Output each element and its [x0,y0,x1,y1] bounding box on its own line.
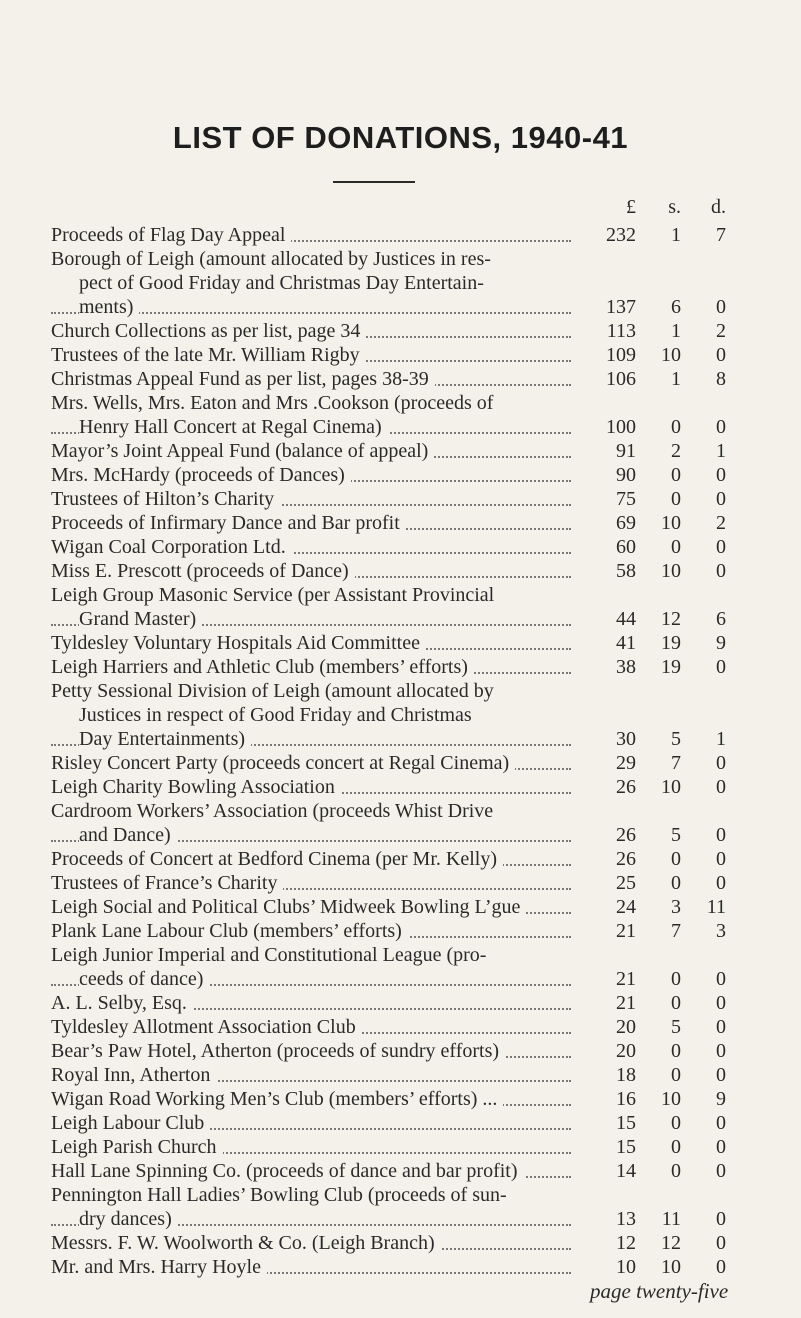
amount-shillings: 1 [671,320,681,342]
donation-entry [51,679,771,751]
amount-shillings: 11 [661,1208,681,1230]
donor-description: Trustees of Hilton’s Charity [51,487,571,511]
amount-pence: 0 [716,560,726,582]
donor-description: Pennington Hall Ladies’ Bowling Club (proceeds of sun- [51,1183,571,1207]
page-title: LIST OF DONATIONS, 1940-41 [172,120,629,155]
amount-shillings: 5 [671,728,681,750]
amount-pence: 2 [716,512,726,534]
donation-entry [51,655,771,679]
donor-description: A. L. Selby, Esq. [51,991,571,1015]
amount-shillings: 0 [671,464,681,486]
donor-description-continued: dry dances) [51,1207,571,1231]
pence-column-header: d. [711,196,726,218]
donation-entry [51,991,771,1015]
donation-entry [51,1183,771,1231]
amount-shillings: 0 [671,488,681,510]
amount-pounds: 25 [616,872,636,894]
amount-pence: 1 [716,440,726,462]
donor-description: Mrs. Wells, Mrs. Eaton and Mrs .Cookson (proceeds of [51,391,571,415]
amount-pounds: 15 [616,1112,636,1134]
amount-pounds: 10 [616,1256,636,1278]
amount-shillings: 0 [671,416,681,438]
donor-description: Plank Lane Labour Club (members’ efforts) [51,919,571,943]
donation-entry [51,463,771,487]
amount-shillings: 0 [671,848,681,870]
amount-pounds: 100 [606,416,636,438]
donor-description: Proceeds of Concert at Bedford Cinema (per Mr. Kelly) [51,847,571,871]
donor-description: Leigh Charity Bowling Association [51,775,571,799]
amount-pence: 9 [716,1088,726,1110]
donation-entry [51,751,771,775]
amount-pence: 6 [716,608,726,630]
amount-pounds: 26 [616,848,636,870]
donor-description: Leigh Harriers and Athletic Club (members’ efforts) [51,655,571,679]
amount-pence: 0 [716,848,726,870]
donation-entry [51,1015,771,1039]
donation-entry [51,1135,771,1159]
donor-description: Trustees of the late Mr. William Rigby [51,343,571,367]
amount-pence: 1 [716,728,726,750]
amount-shillings: 7 [671,752,681,774]
amount-shillings: 10 [661,1256,681,1278]
amount-pence: 0 [716,1208,726,1230]
amount-pence: 0 [716,1040,726,1062]
amount-shillings: 2 [671,440,681,462]
donor-description: Leigh Social and Political Clubs’ Midweek Bowling L’gue [51,895,571,919]
amount-pounds: 69 [616,512,636,534]
amount-pounds: 58 [616,560,636,582]
amount-pounds: 113 [606,320,636,342]
amount-shillings: 0 [671,1136,681,1158]
amount-pence: 0 [716,1232,726,1254]
donor-description: Proceeds of Flag Day Appeal [51,223,571,247]
donor-description: Christmas Appeal Fund as per list, pages 38-39 [51,367,571,391]
title-underline [333,181,415,183]
amount-shillings: 12 [661,1232,681,1254]
amount-pence: 0 [716,344,726,366]
amount-shillings: 6 [671,296,681,318]
donation-entry [51,871,771,895]
amount-pence: 9 [716,632,726,654]
amount-pounds: 106 [606,368,636,390]
donor-description: Cardroom Workers’ Association (proceeds Whist Drive [51,799,571,823]
amount-pence: 0 [716,1112,726,1134]
amount-pence: 0 [716,1160,726,1182]
shillings-column-header: s. [668,196,681,218]
amount-shillings: 19 [661,632,681,654]
amount-pounds: 60 [616,536,636,558]
donor-description: Bear’s Paw Hotel, Atherton (proceeds of sundry efforts) [51,1039,571,1063]
amount-pence: 0 [716,1136,726,1158]
amount-shillings: 0 [671,536,681,558]
donation-entry [51,1159,771,1183]
donor-description: Royal Inn, Atherton [51,1063,571,1087]
amount-pence: 0 [716,1256,726,1278]
amount-pence: 2 [716,320,726,342]
donation-list [51,223,771,1279]
donor-description: Church Collections as per list, page 34 [51,319,571,343]
amount-pence: 0 [716,1016,726,1038]
donation-entry [51,847,771,871]
donation-entry [51,343,771,367]
donation-entry [51,631,771,655]
amount-pounds: 20 [616,1040,636,1062]
amount-pounds: 20 [616,1016,636,1038]
donor-description-continued: pect of Good Friday and Christmas Day Entertain- [51,271,571,295]
donor-description: Messrs. F. W. Woolworth & Co. (Leigh Branch) [51,1231,571,1255]
amount-shillings: 10 [661,560,681,582]
amount-pence: 3 [716,920,726,942]
donation-entry [51,511,771,535]
amount-pounds: 38 [616,656,636,678]
amount-pounds: 15 [616,1136,636,1158]
amount-pounds: 16 [616,1088,636,1110]
donor-description-continued: Day Entertainments) [51,727,571,751]
donor-description-continued: and Dance) [51,823,571,847]
donor-description: Leigh Junior Imperial and Constitutional League (pro- [51,943,571,967]
amount-pence: 11 [706,896,726,918]
donor-description: Miss E. Prescott (proceeds of Dance) [51,559,571,583]
donation-entry [51,223,771,247]
donor-description: Borough of Leigh (amount allocated by Justices in res- [51,247,571,271]
donor-description-continued: ments) [51,295,571,319]
donor-description: Leigh Parish Church [51,1135,571,1159]
amount-pounds: 21 [616,920,636,942]
amount-shillings: 0 [671,872,681,894]
donor-description: Trustees of France’s Charity [51,871,571,895]
amount-pence: 0 [716,488,726,510]
amount-shillings: 5 [671,1016,681,1038]
donation-entry [51,1039,771,1063]
amount-pounds: 91 [616,440,636,462]
amount-shillings: 1 [671,368,681,390]
amount-pounds: 75 [616,488,636,510]
amount-pounds: 21 [616,968,636,990]
donor-description: Risley Concert Party (proceeds concert at Regal Cinema) [51,751,571,775]
donor-description-continued: ceeds of dance) [51,967,571,991]
donation-entry [51,1231,771,1255]
amount-pounds: 26 [616,776,636,798]
amount-pence: 8 [716,368,726,390]
donation-entry [51,583,771,631]
amount-shillings: 3 [671,896,681,918]
amount-pounds: 18 [616,1064,636,1086]
donation-entry [51,439,771,463]
donor-description: Tyldesley Allotment Association Club [51,1015,571,1039]
donation-entry [51,775,771,799]
donor-description-continued: Henry Hall Concert at Regal Cinema) [51,415,571,439]
amount-shillings: 5 [671,824,681,846]
donor-description: Tyldesley Voluntary Hospitals Aid Committee [51,631,571,655]
amount-pence: 0 [716,296,726,318]
amount-pounds: 90 [616,464,636,486]
donor-description: Leigh Labour Club [51,1111,571,1135]
amount-pounds: 24 [616,896,636,918]
amount-shillings: 0 [671,1112,681,1134]
donation-entry [51,391,771,439]
donor-description: Leigh Group Masonic Service (per Assistant Provincial [51,583,571,607]
amount-pounds: 29 [616,752,636,774]
amount-shillings: 0 [671,968,681,990]
amount-pounds: 44 [616,608,636,630]
amount-pounds: 12 [616,1232,636,1254]
amount-pence: 0 [716,968,726,990]
donor-description: Mayor’s Joint Appeal Fund (balance of appeal) [51,439,571,463]
donation-entry [51,247,771,319]
amount-pence: 0 [716,464,726,486]
donation-entry [51,1111,771,1135]
donor-description: Hall Lane Spinning Co. (proceeds of dance and bar profit) [51,1159,571,1183]
amount-shillings: 10 [661,776,681,798]
amount-pence: 0 [716,656,726,678]
amount-shillings: 0 [671,1160,681,1182]
donor-description: Mrs. McHardy (proceeds of Dances) [51,463,571,487]
amount-pence: 0 [716,536,726,558]
donor-description-continued: Grand Master) [51,607,571,631]
amount-shillings: 0 [671,1040,681,1062]
donation-entry [51,319,771,343]
amount-shillings: 0 [671,1064,681,1086]
amount-pence: 0 [716,416,726,438]
donation-entry [51,367,771,391]
donor-description: Petty Sessional Division of Leigh (amount allocated by [51,679,571,703]
amount-pence: 0 [716,776,726,798]
amount-pounds: 109 [606,344,636,366]
amount-shillings: 12 [661,608,681,630]
donation-entry [51,1255,771,1279]
amount-pence: 0 [716,872,726,894]
amount-pence: 7 [716,224,726,246]
donor-description: Wigan Coal Corporation Ltd. [51,535,571,559]
donation-entry [51,535,771,559]
donor-description: Proceeds of Infirmary Dance and Bar profit [51,511,571,535]
amount-pounds: 14 [616,1160,636,1182]
amount-shillings: 10 [661,512,681,534]
amount-pounds: 21 [616,992,636,1014]
pounds-column-header: £ [626,196,636,218]
donation-entry [51,487,771,511]
donation-entry [51,943,771,991]
amount-pounds: 26 [616,824,636,846]
page-footer: page twenty-five [590,1279,729,1303]
amount-shillings: 1 [671,224,681,246]
amount-shillings: 10 [661,344,681,366]
donor-description: Mr. and Mrs. Harry Hoyle [51,1255,571,1279]
amount-pounds: 30 [616,728,636,750]
donation-entry [51,919,771,943]
amount-pounds: 41 [616,632,636,654]
amount-shillings: 0 [671,992,681,1014]
donor-description: Wigan Road Working Men’s Club (members’ efforts) ... [51,1087,571,1111]
donation-entry [51,1063,771,1087]
amount-pounds: 13 [616,1208,636,1230]
amount-pence: 0 [716,1064,726,1086]
donor-description-continued: Justices in respect of Good Friday and Christmas [51,703,571,727]
donation-entry [51,559,771,583]
amount-pence: 0 [716,824,726,846]
amount-pence: 0 [716,992,726,1014]
amount-pounds: 137 [606,296,636,318]
amount-shillings: 10 [661,1088,681,1110]
amount-pence: 0 [716,752,726,774]
amount-pounds: 232 [606,224,636,246]
donation-entry [51,799,771,847]
donation-entry [51,895,771,919]
donation-entry [51,1087,771,1111]
amount-shillings: 7 [671,920,681,942]
amount-shillings: 19 [661,656,681,678]
